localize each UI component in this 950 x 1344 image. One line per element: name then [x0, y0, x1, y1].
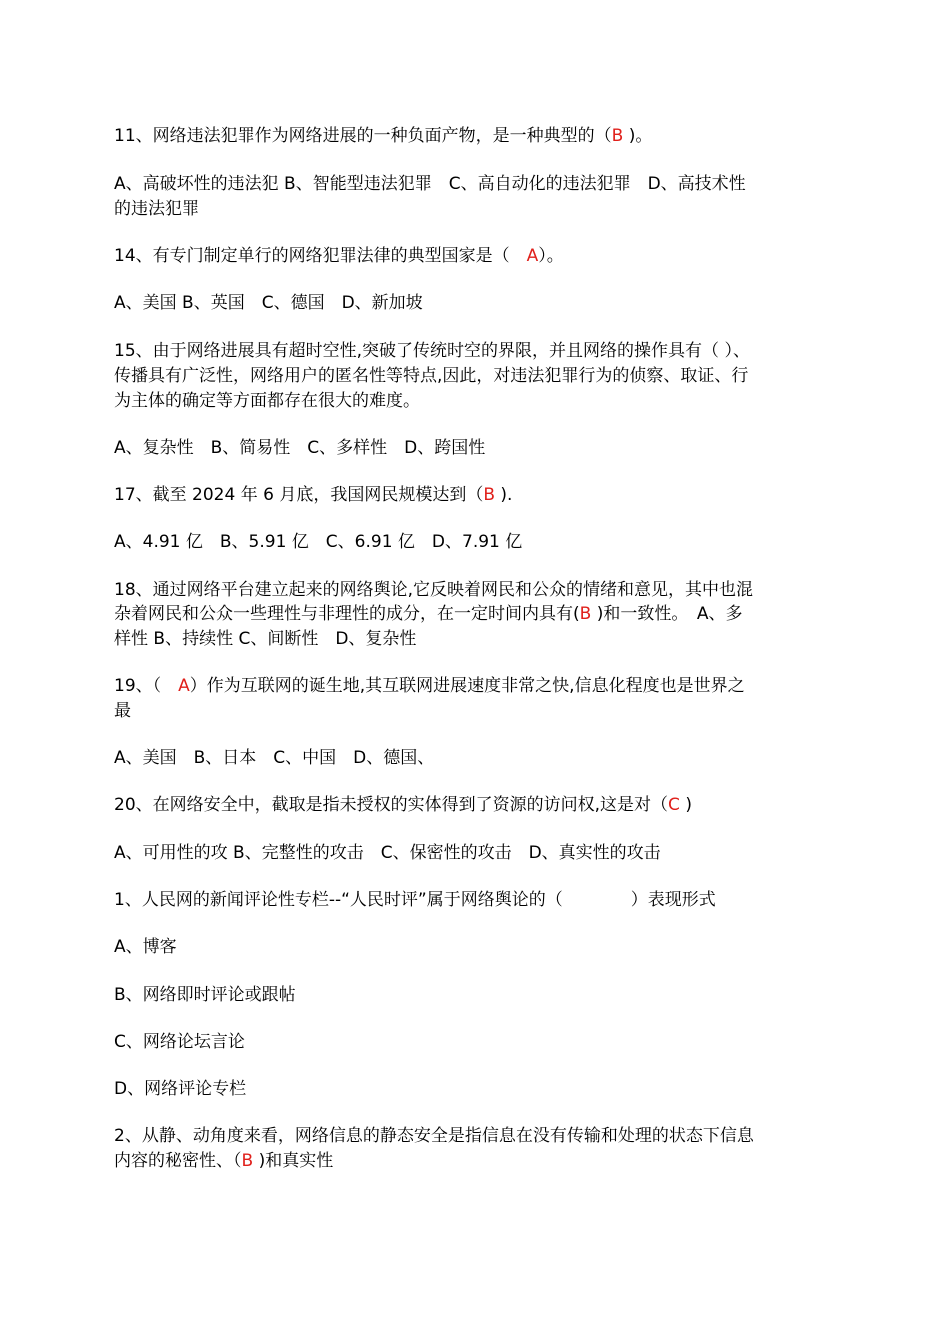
answer-mark: B [579, 604, 592, 624]
question-20-options: A、可用性的攻 B、完整性的攻击 C、保密性的攻击 D、真实性的攻击 [114, 843, 661, 863]
answer-mark: C [668, 795, 680, 815]
question-1-option-b: B、网络即时评论或跟帖 [114, 985, 296, 1005]
question-1-option-a: A、博客 [114, 937, 177, 957]
question-15-stem-line3: 为主体的确定等方面都存在很大的难度。 [114, 391, 420, 411]
question-17-stem: 17、截至 2024 年 6 月底，我国网民规模达到（B ). [114, 485, 513, 505]
question-19-stem-line2: 最 [114, 701, 131, 721]
question-11-options-cont: 的违法犯罪 [114, 199, 199, 219]
question-11-stem: 11、网络违法犯罪作为网络进展的一种负面产物，是一种典型的（B )。 [114, 126, 653, 146]
answer-mark: B [483, 485, 495, 505]
question-17-options: A、4.91 亿 B、5.91 亿 C、6.91 亿 D、7.91 亿 [114, 532, 523, 552]
answer-mark: B [611, 126, 624, 146]
question-14-options: A、美国 B、英国 C、德国 D、新加坡 [114, 293, 423, 313]
question-1-option-c: C、网络论坛言论 [114, 1032, 245, 1052]
answer-mark: B [241, 1151, 254, 1171]
question-19-stem: 19、（ A）作为互联网的诞生地,其互联网进展速度非常之快,信息化程度也是世界之 [114, 676, 745, 696]
question-14-stem: 14、有专门制定单行的网络犯罪法律的典型国家是（ A）。 [114, 246, 564, 266]
question-19-options: A、美国 B、日本 C、中国 D、德国、 [114, 748, 435, 768]
question-18-options: 样性 B、持续性 C、间断性 D、复杂性 [114, 629, 417, 649]
question-1-option-d: D、网络评论专栏 [114, 1079, 247, 1099]
question-15-stem: 15、由于网络进展具有超时空性,突破了传统时空的界限，并且网络的操作具有（ ）、 [114, 341, 750, 361]
question-2-stem: 2、从静、动角度来看，网络信息的静态安全是指信息在没有传输和处理的状态下信息 [114, 1126, 754, 1146]
question-15-options: A、复杂性 B、简易性 C、多样性 D、跨国性 [114, 438, 486, 458]
question-18-stem-line2: 杂着网民和公众一些理性与非理性的成分，在一定时间内具有(B )和一致性。 A、多 [114, 604, 743, 624]
question-2-stem-line2: 内容的秘密性、（B )和真实性 [114, 1151, 334, 1171]
question-15-stem-line2: 传播具有广泛性，网络用户的匿名性等特点,因此，对违法犯罪行为的侦察、取证、行 [114, 366, 749, 386]
question-18-stem: 18、通过网络平台建立起来的网络舆论,它反映着网民和公众的情绪和意见，其中也混 [114, 580, 754, 600]
question-1-stem: 1、人民网的新闻评论性专栏--“人民时评”属于网络舆论的（ ）表现形式 [114, 890, 716, 910]
answer-mark: A [178, 676, 190, 696]
answer-mark: A [526, 246, 539, 266]
question-11-options: A、高破坏性的违法犯 B、智能型违法犯罪 C、高自动化的违法犯罪 D、高技术性 [114, 174, 746, 194]
question-20-stem: 20、在网络安全中，截取是指未授权的实体得到了资源的访问权,这是对（C ) [114, 795, 692, 815]
